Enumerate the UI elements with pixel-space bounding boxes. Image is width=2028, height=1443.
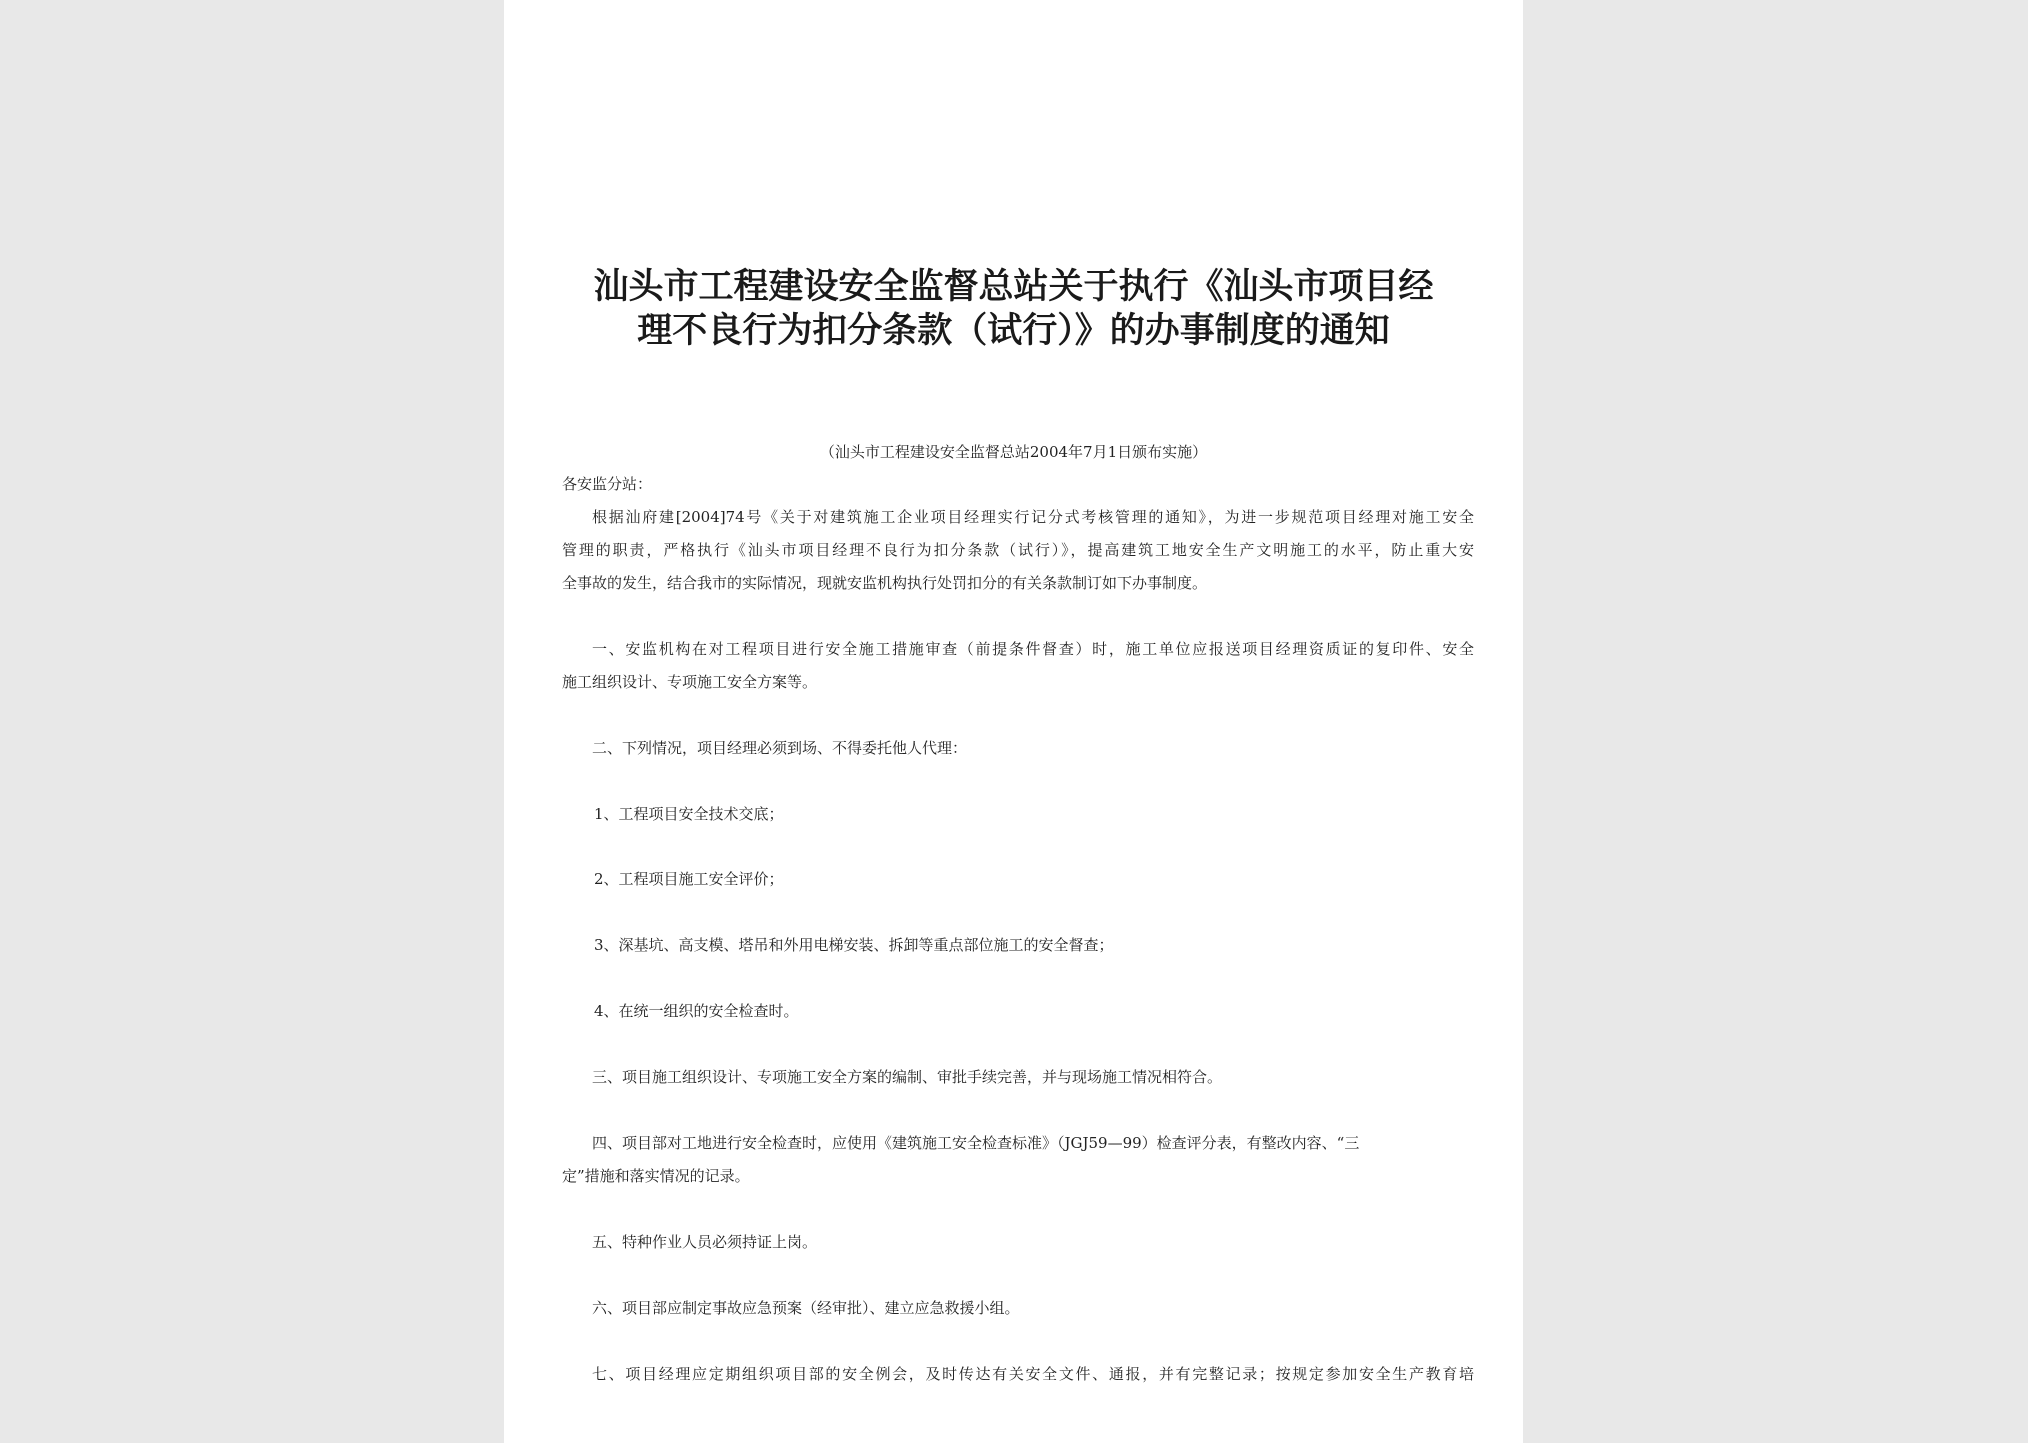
sub-item-3: 3、深基坑、高支模、塔吊和外用电梯安装、拆卸等重点部位施工的安全督查； [594, 936, 1114, 954]
item-3: 三、项目施工组织设计、专项施工安全方案的编制、审批手续完善，并与现场施工情况相符合。 [592, 1068, 1223, 1086]
intro-paragraph-line-1: 根据汕府建[2004]74号《关于对建筑施工企业项目经理实行记分式考核管理的通知》，为进一步规范项目经理对施工安全 [592, 508, 1474, 526]
item-1-line-1: 一、安监机构在对工程项目进行安全施工措施审查（前提条件督查）时，施工单位应报送项目经理资质证的复印件、安全 [592, 640, 1474, 658]
sub-item-4: 4、在统一组织的安全检查时。 [594, 1002, 799, 1020]
item-4-line-2: 定”措施和落实情况的记录。 [562, 1167, 750, 1185]
intro-paragraph-line-2: 管理的职责，严格执行《汕头市项目经理不良行为扣分条款（试行）》，提高建筑工地安全生产文明施工的水平，防止重大安 [562, 541, 1474, 559]
issuance-note: （汕头市工程建设安全监督总站2004年7月1日颁布实施） [819, 443, 1208, 461]
item-6: 六、项目部应制定事故应急预案（经审批）、建立应急救援小组。 [592, 1299, 1020, 1317]
document-title-line-2: 理不良行为扣分条款（试行）》的办事制度的通知 [637, 311, 1390, 351]
sub-item-1: 1、工程项目安全技术交底； [594, 805, 784, 823]
sub-item-2: 2、工程项目施工安全评价； [594, 870, 784, 888]
document-title-line-1: 汕头市工程建设安全监督总站关于执行《汕头市项目经 [593, 267, 1434, 307]
item-7-line-1: 七、项目经理应定期组织项目部的安全例会，及时传达有关安全文件、通报，并有完整记录；按规定参加安全生产教育培 [592, 1365, 1474, 1383]
item-2: 二、下列情况，项目经理必须到场、不得委托他人代理： [592, 739, 968, 757]
document-page [504, 0, 1523, 1443]
item-1-line-2: 施工组织设计、专项施工安全方案等。 [562, 673, 818, 691]
intro-paragraph-line-3: 全事故的发生，结合我市的实际情况，现就安监机构执行处罚扣分的有关条款制订如下办事制度。 [562, 574, 1208, 592]
item-4-line-1: 四、项目部对工地进行安全检查时，应使用《建筑施工安全检查标准》（JGJ59—99）检查评分表，有整改内容、“三 [592, 1134, 1360, 1152]
item-5: 五、特种作业人员必须持证上岗。 [592, 1233, 818, 1251]
salutation: 各安监分站： [562, 475, 653, 493]
